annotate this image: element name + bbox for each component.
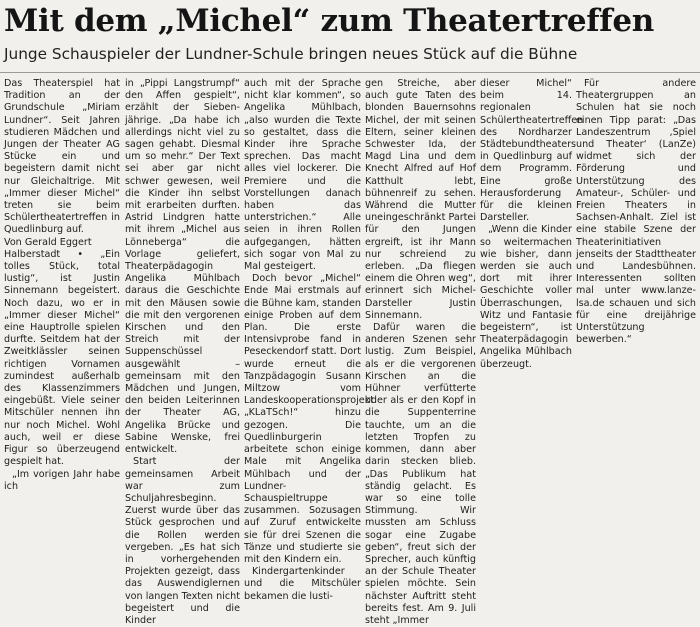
paragraph: dieser Michel“ beim 14. regionalen Schülertheatertreffen des Nordharzer Städtebundtheaters in Quedlinburg auf dem Programm. Eine große Herausforderung für die kleinen Darsteller.: [480, 78, 584, 224]
text-column-2: [125, 78, 240, 626]
paragraph: Für andere Theatergruppen an Schulen hat sie noch einen Tipp parat: „Das Landeszentrum ‚Spiel und Theater‘ (LanZe) widmet sich der Förderung und Unterstützung des Amateur-, Schüler- und Freien Theaters in Sachsen-Anhalt. Ziel ist eine stabile Szene der Theaterinitiativen jenseits der Stadttheater und Landesbühnen. Interessenten sollten mal unter www.lanze-lsa.de schauen und sich für eine dreijährige Unterstützung bewerben.“: [576, 78, 696, 346]
paragraph: „Im vorigen Jahr habe ich: [4, 468, 120, 492]
text-column-1: [4, 78, 120, 492]
paragraph: Doch bevor „Michel“ Ende Mai erstmals auf die Bühne kam, standen einige Proben auf dem Plan. Die erste Intensivprobe fand in Peseckendorf statt. Dort wurde erneut die Tanzpädagogin Susann Miltzow vom Landeskooperationsprojekt „KLaTSch!“ hinzu gezogen. Die Quedlinburgerin arbeitete schon einige Male mit Angelika Mühlbach und der Lundner-Schauspieltruppe zusammen. Sozusagen auf Zuruf entwickelte sie für drei Szenen die Tänze und studierte sie mit den Kindern ein.: [244, 273, 375, 565]
paragraph: Start der gemeinsamen Arbeit war zum Schuljahresbeginn. Zuerst wurde über das Stück gesprochen und die Rollen werden vergeben. „Es hat sich in vorhergehenden Projekten gezeigt, dass das Auswendiglernen von langen Texten nicht begeistert und die Kinder: [125, 456, 240, 626]
article-lead: Das Theaterspiel hat Tradition an der Grundschule „Miriam Lundner“. Seit Jahren studieren Mädchen und Jungen der Theater AG Stücke ein und begeistern damit nicht nur Gleichaltrige. Mit „Immer dieser Michel“ treten sie beim Schülertheatertreffen in Quedlinburg auf.: [4, 78, 120, 236]
paragraph: Kindergartenkinder und die Mitschüler bekamen die lusti-: [244, 566, 361, 602]
paragraph: in „Pippi Langstrumpf“ den Affen gespielt“, erzählt der Sieben-jährige. „Da habe ich allerdings nicht viel zu sagen gehabt. Diesmal um so mehr.“ Der Text sei aber gar nicht schwer gewesen, weil die Kinder ihn selbst mit erarbeiten durften. Astrid Lindgren hatte mit ihrem „Michel aus Lönneberga“ die Vorlage geliefert, Theaterpädagogin Angelika Mühlbach daraus die Geschichte mit den Mäusen sowie die mit den vergorenen Kirschen und den Streich mit der Suppenschüssel ausgewählt – gemeinsam mit den Mädchen und Jungen, den beiden Leiterinnen der Theater AG, Angelika Brücke und Sabine Wenske, frei entwickelt.: [125, 78, 240, 456]
headline-divider: [0, 72, 700, 73]
paragraph: Halberstadt • „Ein tolles Stück, total lustig“, ist Justin Sinnemann begeistert. Noch dazu, wo er in „Immer dieser Michel“ eine Hauptrolle spielen durfte. Seitdem hat der Zweitklässler seinen richtigen Vornamen zumindest außerhalb des Klassenzimmers eingebüßt. Viele seiner Mitschüler nennen ihn nur noch Michel. Wohl auch, weil er diese Figur so überzeugend gespielt hat.: [4, 248, 120, 468]
paragraph: gen Streiche, aber auch gute Taten des blonden Bauernsohns Michel, der mit seinen Eltern, seiner kleinen Schwester Ida, der Magd Lina und dem Knecht Alfred auf Hof Katthult lebt, bühnenreif zu sehen. Während die Mutter uneingeschränkt Partei für den Jungen ergreift, ist ihr Mann nur schreiend zu erleben. „Da fliegen einem die Ohren weg“, erinnert sich Michel-Darsteller Justin Sinnemann.: [365, 78, 476, 321]
article-headline: Mit dem „Michel“ zum Theatertreffen: [4, 3, 654, 39]
article-subheadline: Junge Schauspieler der Lundner-Schule bringen neues Stück auf die Bühne: [4, 45, 578, 63]
text-column-3: [244, 78, 375, 602]
paragraph: „Wenn die Kinder so weitermachen wie bisher, dann werden sie auch dort mit ihrer Geschichte voller Überraschungen, Witz und Fantasie begeistern“, ist Theaterpädagogin Angelika Mühlbach überzeugt.: [480, 224, 572, 370]
paragraph: Dafür waren die anderen Szenen sehr lustig. Zum Beispiel, als er die vergorenen Kirschen an die Hühner verfütterte oder als er den Kopf in die Suppenterrine tauchte, um an die letzten Tropfen zu kommen, dann aber darin stecken blieb. „Das Publikum hat ständig gelacht. Es war so eine tolle Stimmung. Wir mussten am Schluss sogar eine Zugabe geben“, freut sich der Sprecher, auch künftig an der Schule Theater spielen möchte. Sein nächster Auftritt steht bereits fest. Am 9. Juli steht „Immer: [365, 322, 476, 626]
text-column-4: [365, 78, 476, 626]
author-byline: Von Gerald Eggert: [4, 236, 92, 248]
text-column-6: [576, 78, 696, 436]
paragraph: auch mit der Sprache nicht klar kommen“, so Angelika Mühlbach, „also wurden die Texte so gestaltet, dass die Kinder ihre Sprache sprechen. Das macht alles viel lockerer. Die Premiere und die Vorstellungen danach haben das unterstrichen.“ Alle seien in ihren Rollen aufgegangen, hätten sich sogar von Mal zu Mal gesteigert.: [244, 78, 361, 273]
text-column-5: [480, 78, 584, 436]
